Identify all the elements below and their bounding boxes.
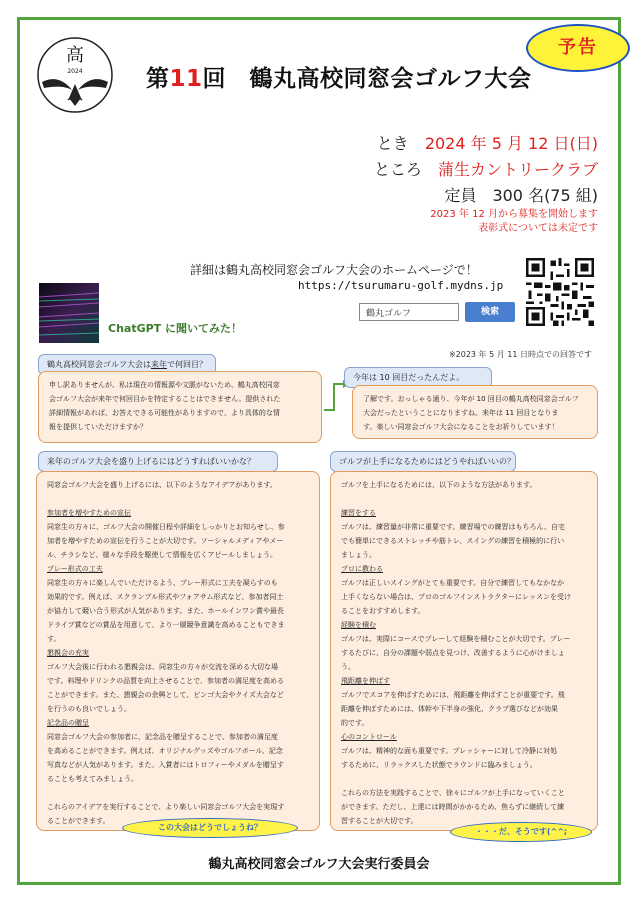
answer-heading: プレー形式の工夫	[47, 565, 103, 573]
note-recruitment: 2023 年 12 月から募集を開始します	[430, 209, 598, 220]
answer-line: 大会だったということになりますね。来年は 11 回目となりま	[363, 409, 559, 417]
q1-underlined: 来年	[151, 360, 167, 369]
answer-heading: 経験を積む	[341, 621, 376, 629]
answer-line: ゴルフでスコアを伸ばすためには、飛距離を伸ばすことが重要です。飛	[341, 691, 565, 699]
answer-line: 同窓生の方々に、ゴルフ大会の開催日程や詳細をしっかりとお知らせし、参	[47, 523, 285, 531]
answer-line: 加者を増やすための宣伝を行うことが大切です。ソーシャルメディアやメー	[47, 537, 284, 545]
chatgpt-label: ChatGPT に聞いてみた！	[108, 322, 243, 335]
answer-line: ゴルフは正しいスイングがとても重要です。自分で練習してもなかなか	[341, 579, 565, 587]
answer-line: 報を提供していただけますか？	[49, 423, 147, 431]
answer-line: 上手くならない場合は、プロのゴルフインストラクターにレッスンを受け	[341, 593, 571, 601]
answer-line: 効果的です。例えば、スクランブル形式やフォアサム形式など、参加者同士	[47, 593, 284, 601]
question-2: 今年は 10 回目だったんだよ。	[344, 367, 492, 388]
answer-line: ることも考えてみましょう。	[47, 775, 138, 783]
answer-line: が協力して競い合う形式が人気があります。また、ホールインワン賞や最長	[47, 607, 284, 615]
answer-line: 同窓生の方々に楽しんでいただけるよう、プレー形式に工夫を凝らすのも	[47, 579, 278, 587]
answer-line: す。	[47, 635, 61, 643]
answer-line: ル、チラシなど、様々な手段を駆使して情報を広くアピールしましょう。	[47, 551, 278, 559]
answer-line: す。楽しい同窓会ゴルフ大会になることをお祈りしています！	[363, 423, 559, 431]
answer-line: ゴルフ大会後に行われる懇親会は、同窓生の方々が交流を深める大切な場	[47, 663, 278, 671]
answer-line: う。	[341, 663, 355, 671]
answer-line: 的です。	[341, 719, 369, 727]
answer-line: 会ゴルフ大会が来年で何回目かを特定することはできません。提供された	[49, 395, 281, 403]
note-ceremony: 表彰式については未定です	[478, 223, 598, 234]
answer-line: ることをおすすめします。	[341, 607, 425, 615]
search-input[interactable]: 鶴丸ゴルフ	[359, 303, 459, 321]
page-title	[146, 60, 532, 93]
homepage-url[interactable]: https://tsurumaru-golf.mydns.jp	[298, 279, 504, 292]
answer-heading: 参加者を増やすための宣伝	[47, 509, 131, 517]
notice-badge: 予告	[526, 24, 630, 72]
event-notes	[430, 208, 598, 236]
answer-line: これらの方法を実践することで、徐々にゴルフが上手になっていくこと	[341, 789, 565, 797]
question-3: 来年のゴルフ大会を盛り上げるにはどうすればいいかな？	[38, 451, 278, 472]
details-text: 詳細は鶴丸高校同窓会ゴルフ大会のホームページで！	[190, 263, 478, 277]
q1-post: で何回目？	[167, 360, 207, 369]
answer-heading: 練習をする	[341, 509, 376, 517]
title-prefix: 第	[146, 66, 170, 92]
date-label: とき	[376, 134, 409, 153]
answer-line: 同窓会ゴルフ大会の参加者に、記念品を贈呈することで、参加者の満足度	[47, 733, 278, 741]
title-number: 11	[169, 66, 203, 92]
answer-line: ゴルフは、精神的な面も重要です。プレッシャーに対して冷静に対処	[341, 747, 557, 755]
crest-char: 高	[66, 45, 84, 66]
answer-line: 申し訳ありませんが、私は現在の情報源や文脈がないため、鶴丸高校同窓	[49, 381, 280, 389]
title-suffix: 回 鶴丸高校同窓会ゴルフ大会	[202, 66, 532, 92]
answer-4	[330, 471, 598, 831]
answer-1	[38, 371, 322, 443]
answer-line: ゴルフは、実際にコースでプレーして経験を積むことが大切です。プレー	[341, 635, 571, 643]
answer-line: ゴルフを上手になるためには、以下のような方法があります。	[341, 481, 537, 489]
answer-line	[47, 786, 309, 800]
answer-line: です。料理やドリンクの品質を向上させることで、参加者の満足度を高める	[47, 677, 285, 685]
answer-line: 同窓会ゴルフ大会を盛り上げるには、以下のようなアイデアがあります。	[47, 481, 277, 489]
answer-line: するために、リラックスした状態でラウンドに臨みましょう。	[341, 761, 537, 769]
question-4: ゴルフが上手になるためにはどうやればいいの？	[330, 451, 516, 472]
answer-line: 写真などが人気があります。また、入賞者にはトロフィーやメダルを贈呈す	[47, 761, 284, 769]
answer-line	[47, 492, 309, 506]
date-value: 2024 年 5 月 12 日(日)	[424, 134, 598, 153]
answer-line: でも簡単にできるストレッチや筋トレ、スイングの練習を積極的に行い	[341, 537, 565, 545]
place-label: ところ	[373, 160, 422, 179]
event-place	[374, 157, 598, 180]
answer-heading: 心のコントロール	[341, 733, 397, 741]
answer-line: 詳細情報があれば、お答えできる可能性がありますので、より具体的な情	[49, 409, 280, 417]
search-button[interactable]: 検索	[465, 302, 515, 322]
event-capacity: 定員 300 名(75 組)	[444, 186, 598, 205]
answer-line: ができます。ただし、上達には時間がかかるため、焦らずに継続して練	[341, 803, 565, 811]
event-date	[377, 131, 598, 154]
crest-year: 2024	[67, 68, 83, 75]
chatgpt-illustration	[39, 283, 99, 343]
answer-3	[36, 471, 320, 831]
answer-line: ドライブ賞などの賞品を用意して、より一層競争意識を高めることもできま	[47, 621, 285, 629]
answer-line	[341, 492, 587, 506]
comment-bubble-1: この大会はどうでしょうね？	[122, 818, 298, 838]
comment-bubble-2: ・・・だ、そうです(^^;	[450, 822, 592, 842]
answer-line: ことができます。また、懇親会の余興として、ビンゴ大会やクイズ大会など	[47, 691, 284, 699]
answer-line: 距離を伸ばすためには、体幹や下半身の強化、クラブ選びなどが効果	[341, 705, 558, 713]
q1-pre: 鶴丸高校同窓会ゴルフ大会は	[47, 360, 151, 369]
answer-heading: 記念品の贈呈	[47, 719, 89, 727]
answer-line: するたびに、自分の課題や弱点を見つけ、改善するように心がけましょ	[341, 649, 565, 657]
school-crest-logo	[36, 36, 114, 114]
answer-line: を高めることができます。例えば、オリジナルグッズやゴルフボール、記念	[47, 747, 283, 755]
answer-line	[341, 772, 587, 786]
answer-line: これらのアイデアを実行することで、より楽しい同窓会ゴルフ大会を実現す	[47, 803, 285, 811]
answer-line: 習することが大切です。	[341, 817, 418, 825]
answer-heading: 飛距離を伸ばす	[341, 677, 390, 685]
answer-line: を行うのも良いでしょう。	[47, 705, 131, 713]
answer-heading: プロに教わる	[341, 565, 383, 573]
answer-date-note: ※2023 年 5 月 11 日時点での回答です	[448, 350, 592, 359]
answer-line: 了解です。おっしゃる通り、今年が 10 回目の鶴丸高校同窓会ゴルフ	[363, 395, 579, 403]
place-value: 蒲生カントリークラブ	[437, 160, 598, 179]
qr-code-icon[interactable]	[526, 258, 594, 326]
answer-line: ることができます。	[47, 817, 110, 825]
organizer-name: 鶴丸高校同窓会ゴルフ大会実行委員会	[208, 857, 430, 872]
answer-line: ましょう。	[341, 551, 376, 559]
answer-heading: 懇親会の充実	[47, 649, 89, 657]
answer-2	[352, 385, 598, 439]
answer-line: ゴルフは、練習量が非常に重要です。練習場での練習はもちろん、自宅	[341, 523, 565, 531]
